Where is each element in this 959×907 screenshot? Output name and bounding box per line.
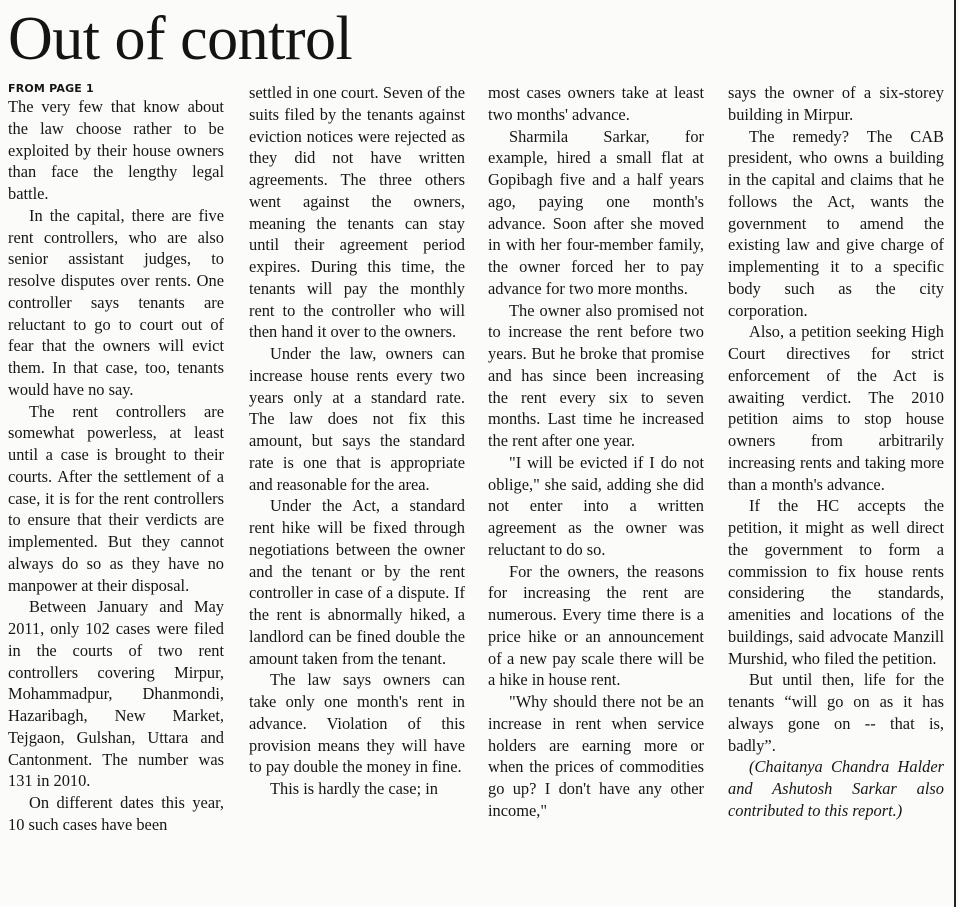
paragraph: In the capital, there are five rent controllers, who are also senior assistant judges, to resolve disputes over rents. One controller says tenants are reluctant to go to court out of fear that the owners will evict them. In that case, too, tenants would have no say. (8, 205, 224, 399)
paragraph: The owner also promised not to increase the rent before two years. But he broke that promise and has since been increasing the rent every six to seven months. Last time he increased the rent after one year. (488, 300, 704, 450)
column-1 (8, 82, 224, 836)
paragraph: This is hardly the case; in (270, 779, 438, 798)
paragraph: settled in one court. Seven of the suits filed by the tenants against eviction notices were rejected as they did not have written agreements. The three others went against the owners, meaning the tenants can stay until their agreement period expires. During this time, the tenants will pay the monthly rent to the controller who will then hand it over to the owners. (249, 83, 465, 342)
paragraph: The remedy? The CAB president, who owns a building in the capital and claims that he follows the Act, wants the government to amend the existing law and give charge of implementing it to a specific body such as the city corporation. (728, 126, 944, 320)
column-rule (954, 0, 956, 907)
paragraph: most cases owners take at least two months' advance. (488, 83, 704, 124)
kicker: FROM PAGE 1 (8, 82, 94, 95)
column-2 (249, 82, 465, 800)
paragraph: For the owners, the reasons for increasing the rent are numerous. Every time there is a price hike or an announcement of a new pay scale there will be a hike in house rent. (488, 561, 704, 690)
paragraph: The rent controllers are somewhat powerless, at least until a case is brought to their courts. After the settlement of a case, it is for the rent controllers to ensure that their verdicts are implemented. But they cannot always do so as they have no manpower at their disposal. (8, 401, 224, 595)
paragraph: But until then, life for the tenants “will go on as it has always gone on -- that is, badly”. (728, 670, 944, 755)
paragraph: Under the Act, a standard rent hike will be fixed through negotiations between the owner and the tenant or by the rent controller in case of a dispute. If the rent is abnormally hiked, a landlord can be fined double the amount taken from the tenant. (249, 496, 465, 668)
paragraph: says the owner of a six-storey building in Mirpur. (728, 83, 944, 124)
paragraph: Under the law, owners can increase house rents every two years only at a standard rate. The law does not fix this amount, but says the standard rate is one that is appropriate and reasonable for the area. (249, 344, 465, 494)
column-3 (488, 82, 704, 822)
headline: Out of control (8, 5, 353, 73)
paragraph: Between January and May 2011, only 102 cases were filed in the courts of two rent controllers covering Mirpur, Mohammadpur, Dhanmondi, Hazaribagh, New Market, Tejgaon, Gulshan, Uttara and Cantonment. The number was 131 in 2010. (8, 597, 224, 791)
paragraph: Also, a petition seeking High Court directives for strict enforcement of the Act is awaiting verdict. The 2010 petition aims to stop house owners from arbitrarily increasing rents and taking more than a month's advance. (728, 322, 944, 494)
contributor-credit: (Chaitanya Chandra Halder and Ashutosh Sarkar also contributed to this report.) (728, 757, 944, 820)
paragraph: The law says owners can take only one month's rent in advance. Violation of this provision means they will have to pay double the money in fine. (249, 670, 465, 777)
paragraph: "Why should there not be an increase in rent when service holders are earning more or when the prices of commodities go up? I don't have any other income," (488, 692, 704, 820)
paragraph: Sharmila Sarkar, for example, hired a small flat at Gopibagh five and a half years ago, paying one month's advance. Soon after she moved in with her four-member family, the owner forced her to pay advance for two more months. (488, 126, 704, 298)
paragraph: "I will be evicted if I do not oblige," she said, adding she did not enter into a written agreement as the owner was reluctant to do so. (488, 452, 704, 559)
paragraph: On different dates this year, 10 such cases have been (8, 793, 224, 834)
paragraph: If the HC accepts the petition, it might as well direct the government to form a commission to fix house rents considering the standards, amenities and locations of the buildings, said advocate Manzill Murshid, who filed the petition. (728, 496, 944, 668)
paragraph: The very few that know about the law choose rather to be exploited by their house owners than face the lengthy legal battle. (8, 97, 224, 203)
column-4 (728, 82, 944, 822)
